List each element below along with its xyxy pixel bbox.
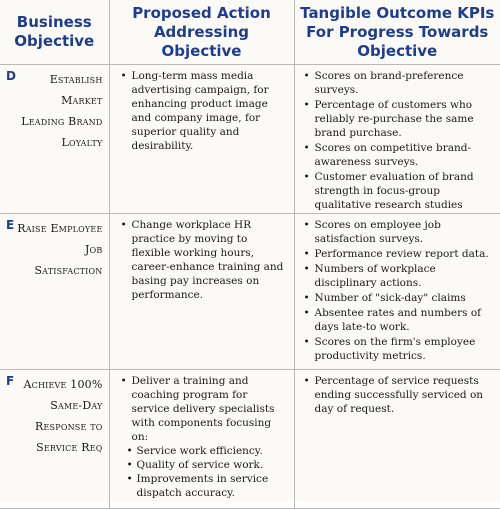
kpi-item: • Scores on competitive brand-awareness surveys. bbox=[301, 141, 497, 169]
action-item: • Long-term mass media advertising campaign, for enhancing product image and company image, for superior quality and desirability. bbox=[118, 69, 286, 153]
objective-cell bbox=[0, 65, 109, 214]
action-list bbox=[110, 214, 294, 302]
business-objective: Establish Market Leading Brand Loyalty bbox=[0, 65, 109, 153]
action-item: • Change workplace HR practice by moving to flexible working hours, career-enhance training and basing pay increases on performance. bbox=[118, 218, 286, 302]
header-row bbox=[0, 0, 500, 65]
action-cell bbox=[109, 370, 294, 509]
kpi-cell bbox=[294, 370, 500, 509]
kpi-list bbox=[295, 370, 500, 416]
header-business-objective: Business Objective bbox=[0, 0, 109, 65]
kpi-item: • Scores on employee job satisfaction surveys. bbox=[301, 218, 497, 246]
table-row bbox=[0, 370, 500, 509]
kpi-item: • Percentage of service requests ending successfully serviced on day of request. bbox=[301, 374, 497, 416]
business-objective: Achieve 100% Same-Day Response to Service Req bbox=[0, 370, 109, 458]
kpi-item: • Percentage of customers who reliably re-purchase the same brand purchase. bbox=[301, 98, 497, 140]
subaction-item: • Service work efficiency. bbox=[126, 444, 286, 458]
business-objective: Raise Employee Job Satisfaction bbox=[0, 214, 109, 281]
row-letter: D bbox=[6, 69, 16, 83]
table-row bbox=[0, 214, 500, 370]
action-list bbox=[110, 65, 294, 153]
row-letter: F bbox=[6, 374, 14, 388]
kpi-item: • Absentee rates and numbers of days late-to work. bbox=[301, 306, 497, 334]
header-outcome-kpis: Tangible Outcome KPIs For Progress Towards Objective bbox=[294, 0, 500, 65]
subaction-list bbox=[118, 444, 286, 500]
kpi-item: • Scores on the firm's employee productivity metrics. bbox=[301, 335, 497, 363]
objective-cell bbox=[0, 370, 109, 509]
header-proposed-action: Proposed Action Addressing Objective bbox=[109, 0, 294, 65]
kpi-item: • Scores on brand-preference surveys. bbox=[301, 69, 497, 97]
kpi-list bbox=[295, 214, 500, 363]
action-list bbox=[110, 370, 294, 500]
kpi-item: • Numbers of workplace disciplinary actions. bbox=[301, 262, 497, 290]
kpi-item: • Customer evaluation of brand strength in focus-group qualitative research studies bbox=[301, 170, 497, 212]
row-letter: E bbox=[6, 218, 14, 232]
table-row bbox=[0, 65, 500, 214]
kpi-list bbox=[295, 65, 500, 212]
action-item: • Deliver a training and coaching program for service delivery specialists with components focusing on: bbox=[118, 374, 286, 444]
kpi-item: • Number of "sick-day" claims bbox=[301, 291, 497, 305]
kpi-cell bbox=[294, 214, 500, 370]
action-cell bbox=[109, 65, 294, 214]
action-cell bbox=[109, 214, 294, 370]
subaction-item: • Improvements in service dispatch accuracy. bbox=[126, 472, 286, 500]
objective-cell bbox=[0, 214, 109, 370]
subaction-item: • Quality of service work. bbox=[126, 458, 286, 472]
kpi-item: • Performance review report data. bbox=[301, 247, 497, 261]
kpi-cell bbox=[294, 65, 500, 214]
